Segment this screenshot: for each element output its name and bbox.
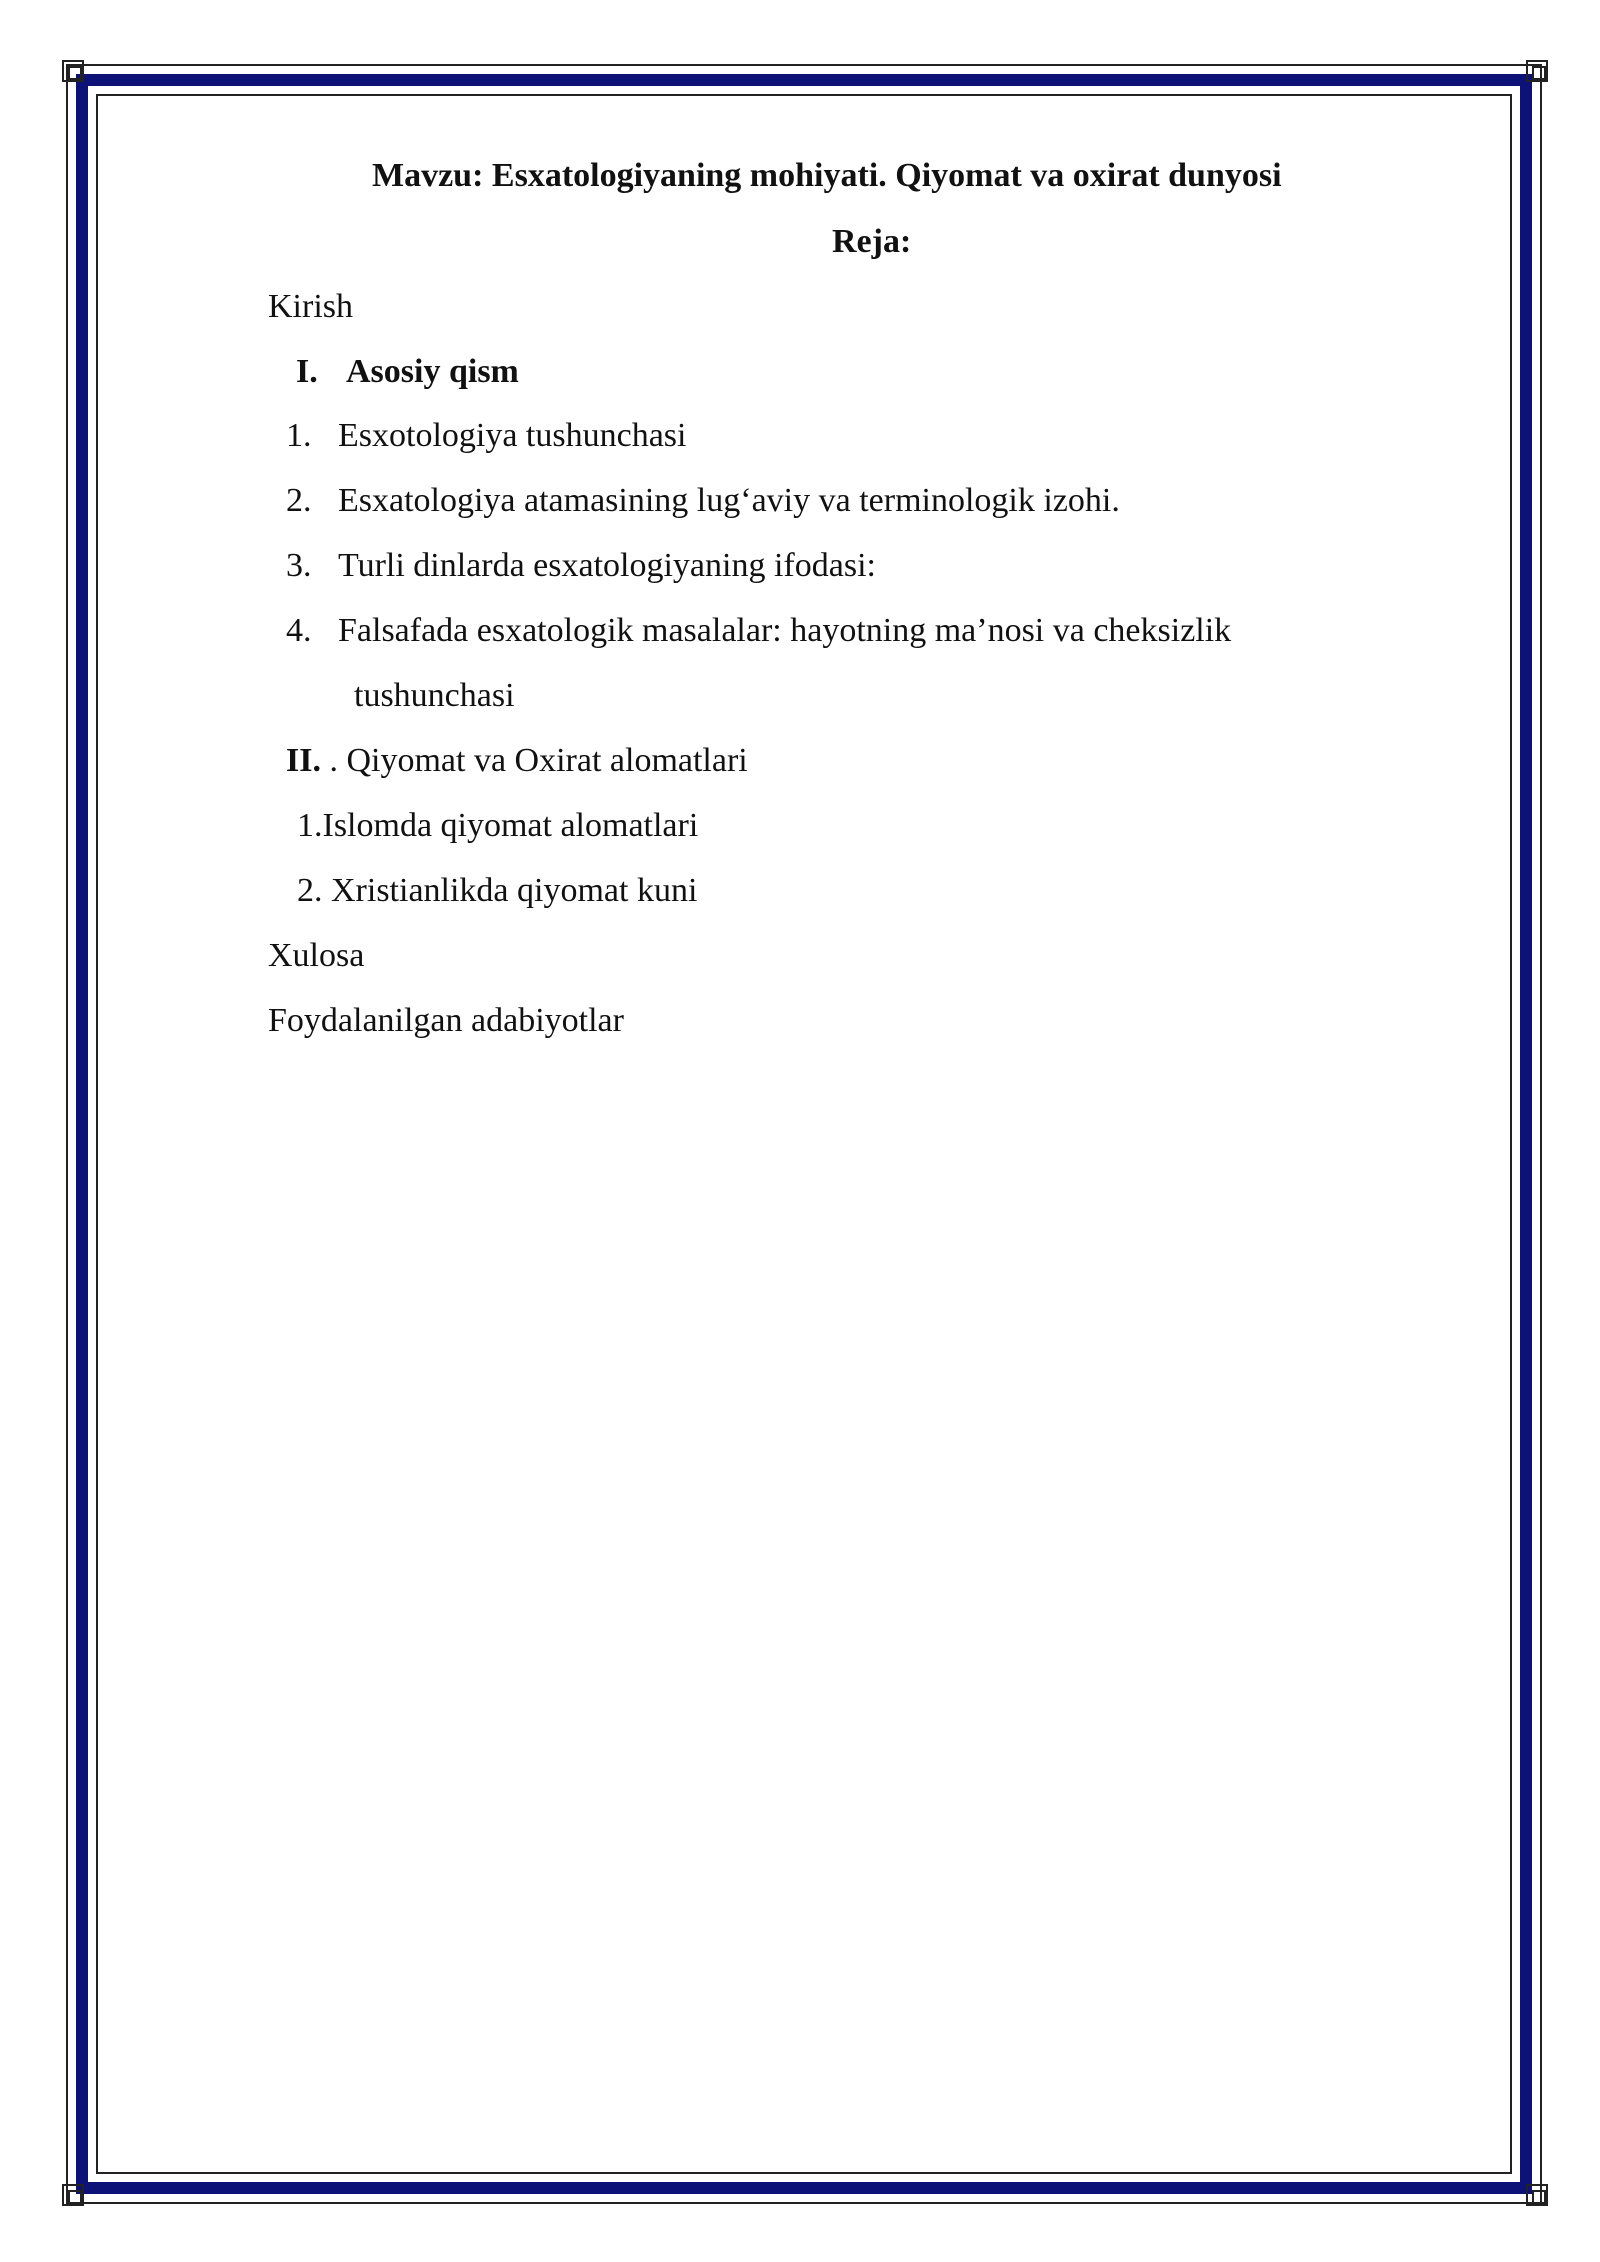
plan-heading: Reja: [832, 223, 912, 260]
section-1-number: I. [296, 353, 318, 390]
list-item [286, 416, 686, 456]
section-2-number: II. [286, 742, 321, 779]
section-2-item: 1.Islomda qiyomat alomatlari [297, 807, 699, 844]
border-corner-ornament [1526, 60, 1548, 82]
list-item [286, 481, 1120, 521]
border-corner-ornament [1526, 2184, 1548, 2206]
border-corner-ornament [62, 2184, 84, 2206]
conclusion-entry: Xulosa [268, 937, 365, 974]
list-item-continuation: tushunchasi [354, 677, 515, 714]
list-item-number: 1. [286, 417, 312, 454]
list-item [286, 546, 876, 586]
border-corner-ornament [62, 60, 84, 82]
intro-entry: Kirish [268, 288, 353, 325]
list-item-text: Falsafada esxatologik masalalar: hayotning ma’nosi va cheksizlik [338, 612, 1232, 649]
list-item-text: Esxotologiya tushunchasi [338, 417, 687, 454]
list-item-number: 4. [286, 612, 312, 649]
document-title: Mavzu: Esxatologiyaning mohiyati. Qiyomat va oxirat dunyosi [372, 157, 1282, 194]
section-2-heading [286, 741, 748, 781]
section-2-label: . Qiyomat va Oxirat alomatlari [329, 742, 748, 779]
list-item [286, 611, 1231, 651]
section-2-item: 2. Xristianlikda qiyomat kuni [297, 872, 698, 909]
page-border-inner [96, 94, 1512, 2174]
list-item-text: Esxatologiya atamasining lug‘aviy va terminologik izohi. [338, 482, 1120, 519]
list-item-number: 3. [286, 547, 312, 584]
section-1-heading [296, 352, 519, 392]
list-item-text: Turli dinlarda esxatologiyaning ifodasi: [338, 547, 876, 584]
list-item-number: 2. [286, 482, 312, 519]
references-entry: Foydalanilgan adabiyotlar [268, 1002, 624, 1039]
section-1-label: Asosiy qism [346, 353, 519, 390]
